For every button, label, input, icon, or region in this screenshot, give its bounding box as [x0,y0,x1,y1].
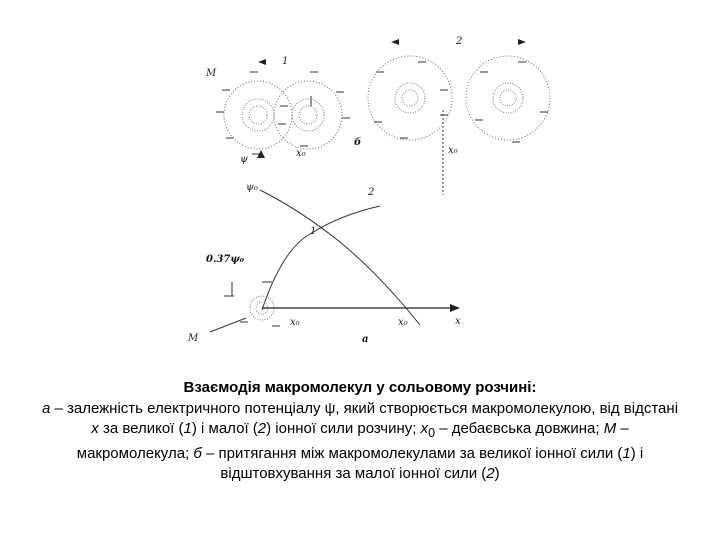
x0-label-a1: x₀ [290,317,300,328]
caption-part: 1 [622,444,631,462]
macromolecule-a [224,282,280,326]
caption-part: 2 [486,465,495,482]
macromolecule-pointer [210,318,246,332]
figure-caption [40,378,680,485]
caption-part: за великої ( [98,420,184,437]
caption-body [42,400,678,483]
x0-label-b1: x₀ [296,148,306,159]
caption-part: – притягання між макромолекулами за великої іонної сили ( [201,444,623,462]
caption-part: М [603,420,617,437]
x-axis-label: x [455,316,461,327]
psi0-label: ψ₀ [246,182,258,193]
group2-label: 2 [456,36,463,47]
curve-2 [260,190,420,325]
caption-part: 1 [183,420,192,437]
caption-part: – залежність електричного потенціалу ψ, який створюється макромолекулою, від відстані [50,399,679,417]
macromolecule-1a [224,81,292,149]
curve2-label: 2 [368,187,375,198]
y-axis-label: ψ [240,154,248,165]
group1-marker [258,56,288,67]
panel-b-label: б [354,137,362,148]
caption-part: – макромолекула; [76,420,629,462]
curve1-label: 1 [310,226,317,237]
x0-label-a2: x₀ [398,317,408,328]
counterion-minus-signs-2 [374,62,548,142]
macromolecule-2b [466,56,550,140]
group1-label: 1 [282,56,289,67]
panel-a-label: а [362,334,369,345]
caption-part: 0 [428,426,436,440]
group2-marker [391,36,526,47]
x0-label-b2: x₀ [448,145,458,156]
macromolecule-label-b: M [206,68,217,79]
caption-part: ) [494,465,500,482]
counterion-minus-signs-1 [216,72,350,154]
caption-part: 2 [257,420,267,437]
panel-b [205,36,550,195]
caption-part: ) іонної сили розчину; [266,420,421,437]
curve-1 [262,206,380,310]
caption-part: а [41,399,51,417]
level-label: 0.37ψ₀ [206,254,245,265]
caption-part: ) і відштовхування за малої іонної сили ( [220,444,644,482]
macromolecule-1b [274,81,342,149]
caption-part: – дебаєвська довжина; [435,420,604,437]
panel-a [187,150,461,345]
caption-title: Взаємодія макромолекул у сольовому розчині: [183,379,537,396]
caption-part: x [420,420,429,437]
caption-part: б [193,444,202,462]
x-axis-arrow [450,304,460,312]
interaction-figure [150,20,570,360]
caption-part: ) і малої ( [191,420,258,437]
macromolecule-label-a: M [188,333,199,344]
caption-part: x [91,420,99,437]
macromolecule-2a [368,56,452,140]
